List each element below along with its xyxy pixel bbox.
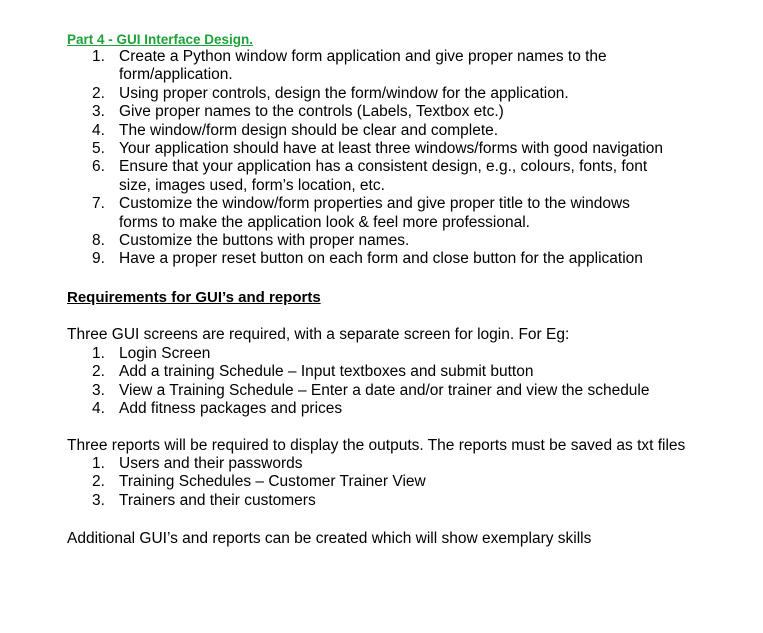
- list-text: View a Training Schedule – Enter a date and/or trainer and view the schedule: [119, 381, 650, 399]
- list-text-continued: size, images used, form’s location, etc.: [119, 176, 385, 194]
- list-text-continued: forms to make the application look & feel more professional.: [119, 213, 530, 231]
- list-number: 1.: [92, 345, 105, 362]
- list-number: 2.: [92, 84, 105, 102]
- reports-list: [67, 455, 426, 510]
- list-number: 2.: [92, 473, 105, 491]
- gui-design-list: [67, 48, 663, 269]
- list-text: The window/form design should be clear and complete.: [119, 121, 499, 139]
- list-number: 1.: [92, 48, 105, 65]
- list-item: [67, 85, 663, 103]
- list-item: [67, 195, 663, 232]
- list-text: Customize the buttons with proper names.: [119, 232, 410, 250]
- list-text: Users and their passwords: [119, 455, 303, 472]
- requirements-heading: Requirements for GUI’s and reports: [67, 289, 321, 306]
- list-number: 4.: [92, 400, 105, 418]
- list-text: Your application should have at least three windows/forms with good navigation: [119, 140, 663, 158]
- list-text: Using proper controls, design the form/window for the application.: [119, 84, 569, 102]
- list-number: 5.: [92, 140, 105, 158]
- list-text: Add a training Schedule – Input textboxes and submit button: [119, 363, 534, 381]
- list-item: [67, 158, 663, 195]
- list-text-continued: form/application.: [119, 66, 233, 84]
- list-text: Ensure that your application has a consistent design, e.g., colours, fonts, font: [119, 158, 648, 176]
- list-number: 2.: [92, 363, 105, 381]
- list-item: [67, 103, 663, 121]
- list-item: [67, 140, 663, 158]
- list-item: [67, 345, 650, 363]
- list-item: [67, 48, 663, 85]
- list-number: 9.: [92, 250, 105, 268]
- list-number: 6.: [92, 158, 105, 176]
- list-text: Give proper names to the controls (Labels, Textbox etc.): [119, 103, 504, 121]
- list-number: 4.: [92, 121, 105, 139]
- list-item: [67, 250, 663, 268]
- list-text: Training Schedules – Customer Trainer View: [119, 473, 426, 491]
- list-item: [67, 455, 426, 473]
- list-number: 8.: [92, 232, 105, 250]
- closing-text: Additional GUI’s and reports can be created which will show exemplary skills: [67, 530, 592, 547]
- list-item: [67, 400, 650, 418]
- list-item: [67, 492, 426, 510]
- list-number: 3.: [92, 381, 105, 399]
- list-item: [67, 122, 663, 140]
- part-4-heading: Part 4 - GUI Interface Design.: [67, 32, 254, 47]
- list-text: Create a Python window form application and give proper names to the: [119, 48, 607, 65]
- list-item: [67, 382, 650, 400]
- list-item: [67, 363, 650, 381]
- list-text: Login Screen: [119, 345, 211, 362]
- screens-intro-text: Three GUI screens are required, with a separate screen for login. For Eg:: [67, 326, 570, 343]
- list-text: Have a proper reset button on each form and close button for the application: [119, 250, 643, 268]
- list-number: 1.: [92, 455, 105, 472]
- list-number: 7.: [92, 195, 105, 213]
- reports-intro-text: Three reports will be required to display the outputs. The reports must be saved as txt files: [67, 437, 686, 454]
- list-text: Trainers and their customers: [119, 491, 316, 509]
- list-text: Add fitness packages and prices: [119, 400, 343, 418]
- list-item: [67, 473, 426, 491]
- list-text: Customize the window/form properties and give proper title to the windows: [119, 195, 630, 213]
- list-number: 3.: [92, 491, 105, 509]
- gui-screens-list: [67, 345, 650, 419]
- list-number: 3.: [92, 103, 105, 121]
- list-item: [67, 232, 663, 250]
